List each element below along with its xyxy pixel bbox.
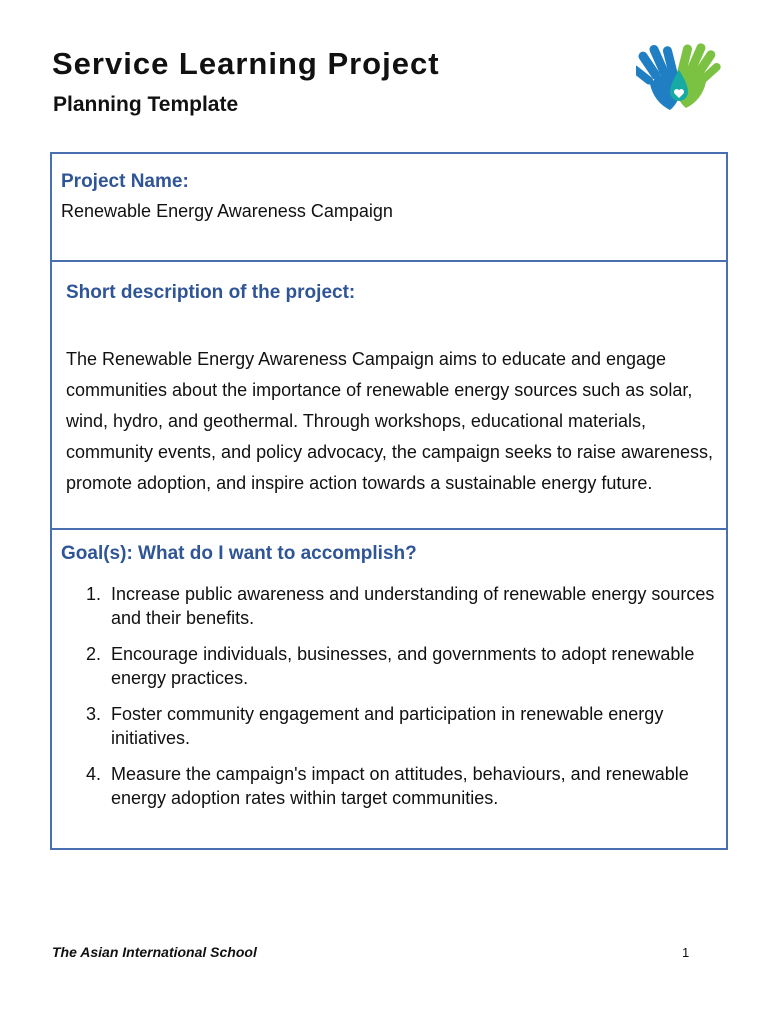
description-section xyxy=(52,262,726,530)
project-name-section xyxy=(52,154,726,262)
page-number: 1 xyxy=(682,945,690,960)
page-subtitle: Planning Template xyxy=(53,93,239,116)
goal-text: Measure the campaign's impact on attitudes, behaviours, and renewable energy adoption rates within target communities. xyxy=(111,764,689,808)
project-name-value: Renewable Energy Awareness Campaign xyxy=(61,201,393,221)
footer-school-name: The Asian International School xyxy=(52,944,257,960)
goal-item xyxy=(86,642,716,690)
goal-number: 3. xyxy=(86,704,102,724)
goal-text: Encourage individuals, businesses, and governments to adopt renewable energy practices. xyxy=(111,644,695,688)
project-name-heading: Project Name: xyxy=(61,171,189,192)
goal-item xyxy=(86,582,716,630)
page-title: Service Learning Project xyxy=(52,46,440,81)
goal-text: Increase public awareness and understanding of renewable energy sources and their benefits. xyxy=(111,584,715,628)
description-heading: Short description of the project: xyxy=(66,282,356,303)
goals-list xyxy=(86,582,716,822)
planning-form xyxy=(50,152,728,850)
description-text: The Renewable Energy Awareness Campaign aims to educate and engage communities about the importance of renewable energy sources such as solar, wind, hydro, and geothermal. Through workshops, educational materials, community events, and policy advocacy, the campaign seeks to raise awareness, promote adoption, and inspire action towards a sustainable energy future. xyxy=(66,349,713,493)
hands-heart-icon xyxy=(636,38,722,114)
goal-item xyxy=(86,762,716,810)
goals-heading: Goal(s): What do I want to accomplish? xyxy=(61,543,417,564)
goal-number: 1. xyxy=(86,584,102,604)
goal-number: 4. xyxy=(86,764,102,784)
goal-item xyxy=(86,702,716,750)
goal-text: Foster community engagement and participation in renewable energy initiatives. xyxy=(111,704,664,748)
goals-section xyxy=(52,530,726,848)
goal-number: 2. xyxy=(86,644,102,664)
